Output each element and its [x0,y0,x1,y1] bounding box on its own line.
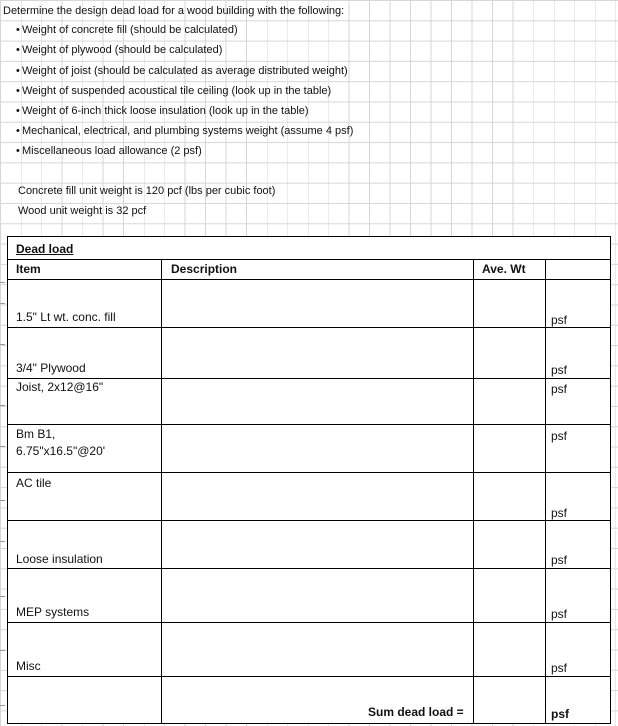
row-item-plywood: 3/4" Plywood [16,361,86,375]
row-tick [0,446,5,447]
row-tick [0,282,5,283]
grid-line [8,327,610,328]
grid-line [161,259,162,723]
row-tick [0,405,5,406]
problem-heading: Determine the design dead load for a wood building with the following: [3,5,345,17]
requirement-mep: Mechanical, electrical, and plumbing systems weight (assume 4 psf) [22,125,354,137]
concrete-unit-weight-note: Concrete fill unit weight is 120 pcf (lbs per cubic foot) [18,185,276,197]
requirement-misc: Miscellaneous load allowance (2 psf) [22,145,202,157]
requirement-plywood: Weight of plywood (should be calculated) [22,44,223,56]
grid-line [8,622,610,623]
row-tick [0,303,5,304]
grid-line [8,279,610,280]
bullet-dot: • [16,145,20,157]
row-unit: psf [551,363,568,377]
row-tick [0,500,5,501]
row-unit: psf [551,553,568,567]
requirement-joist: Weight of joist (should be calculated as average distributed weight) [22,65,348,77]
sum-dead-load-label: Sum dead load = [368,705,464,719]
row-unit: psf [551,382,568,396]
row-item-mep-systems: MEP systems [16,605,90,619]
grid-line [473,259,474,723]
requirement-ceiling: Weight of suspended acoustical tile ceiling (look up in the table) [22,85,332,97]
table-title: Dead load [16,242,74,256]
row-item-concrete-fill: 1.5" Lt wt. conc. fill [16,310,116,324]
row-item-loose-insulation: Loose insulation [16,552,103,566]
bullet-dot: • [16,44,20,56]
row-item-joist: Joist, 2x12@16" [16,380,104,394]
requirement-insulation: Weight of 6-inch thick loose insulation (look up in the table) [22,105,309,117]
sum-dead-load-unit: psf [551,707,569,721]
row-tick [0,705,5,706]
row-unit: psf [551,506,568,520]
row-item-beam-b1-size: 6.75"x16.5"@20' [16,444,106,458]
row-unit: psf [551,429,568,443]
dead-load-table [7,236,611,724]
bullet-dot: • [16,125,20,137]
row-item-misc: Misc [16,659,41,673]
grid-line [8,676,610,677]
row-tick [0,650,5,651]
header-item: Item [16,262,41,276]
row-unit: psf [551,313,568,327]
grid-line [8,568,610,569]
row-unit: psf [551,661,568,675]
row-tick [0,596,5,597]
header-description: Description [171,262,238,276]
bullet-dot: • [16,24,20,36]
header-average-weight: Ave. Wt [482,262,526,276]
grid-line [545,259,546,723]
bullet-dot: • [16,65,20,77]
grid-line [8,424,610,425]
row-tick [0,541,5,542]
row-item-beam-b1: Bm B1, [16,427,56,441]
grid-line [8,520,610,521]
problem-statement [0,0,618,230]
wood-unit-weight-note: Wood unit weight is 32 pcf [18,205,147,217]
bullet-dot: • [16,85,20,97]
row-item-ac-tile: AC tile [16,476,52,490]
row-tick [0,344,5,345]
grid-line [8,472,610,473]
row-unit: psf [551,607,568,621]
requirement-concrete-fill: Weight of concrete fill (should be calculated) [22,24,238,36]
bullet-dot: • [16,105,20,117]
